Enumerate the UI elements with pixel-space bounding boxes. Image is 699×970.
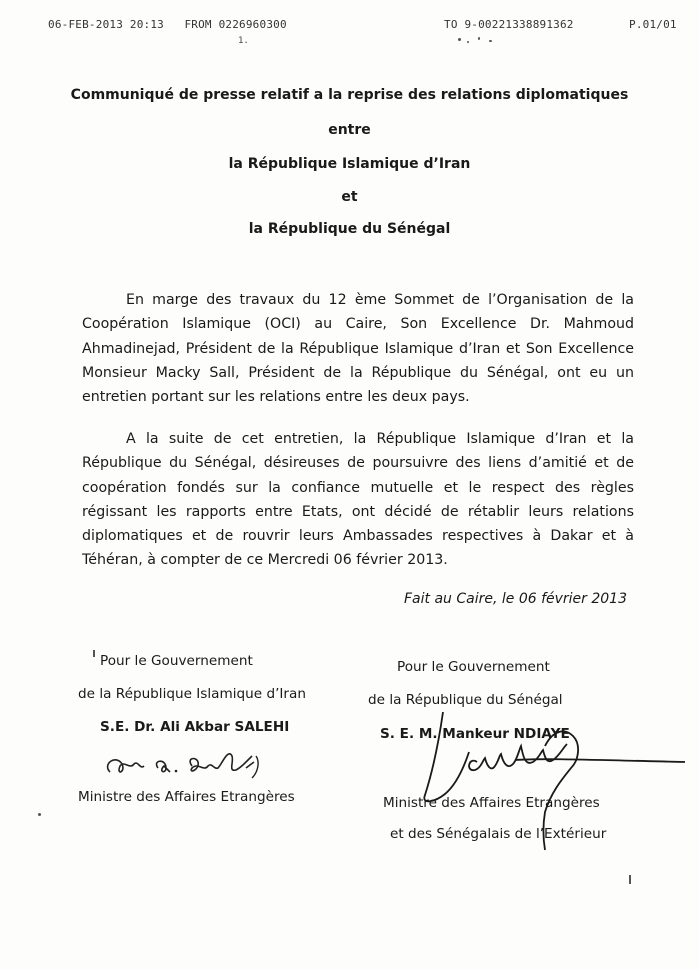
heading-line-3: la République Islamique d’Iran — [228, 156, 471, 172]
body-paragraph-1: En marge des travaux du 12 ème Sommet de l’Organisation de la Coopération Islamique (OCI) au Caire, Son Excellence Dr. Mahmoud Ahmadinejad, Président de la République Islamique d’Iran et Son Excellence Monsieur Macky Sall, Président de la République du Sénégal, ont eu un entretien portant sur les relations entre les deux pays. — [82, 292, 634, 406]
iran-for-government: Pour le Gouvernement — [100, 653, 253, 669]
iran-signatory-name: S.E. Dr. Ali Akbar SALEHI — [100, 719, 290, 735]
fax-page: P.01/01 — [629, 18, 677, 31]
iran-signature — [100, 742, 300, 792]
senegal-signatory-name: S. E. M. Mankeur NDIAYE — [380, 726, 570, 742]
place-date: Fait au Caire, le 06 février 2013 — [403, 591, 627, 607]
heading-line-1: Communiqué de presse relatif a la reprise des relations diplomatiques — [70, 87, 629, 103]
fax-from: FROM 0226960300 — [184, 18, 287, 31]
scan-speck — [458, 38, 461, 41]
fax-date-time-text: 06-FEB-2013 20:13 — [48, 18, 164, 31]
heading-line-5: la République du Sénégal — [248, 221, 451, 237]
senegal-country: de la République du Sénégal — [368, 692, 563, 708]
senegal-for-government: Pour le Gouvernement — [397, 659, 550, 675]
fax-date-time — [48, 18, 287, 31]
body-paragraph-2: A la suite de cet entretien, la République Islamique d’Iran et la République du Sénégal, désireuses de poursuivre des liens d’amitié et de coopération fondés sur la confiance mutuelle et le respect des règles régissant les rapports entre Etats, ont décidé de rétablir leurs relations diplomatiques et de rouvrir leurs Ambassades respectives à Dakar et à Téhéran, à compter de ce Mercredi 06 février 2013. — [82, 431, 634, 569]
scan-speck — [93, 650, 95, 657]
scan-speck — [489, 40, 492, 42]
scan-speck — [467, 41, 469, 43]
fax-to: TO 9-00221338891362 — [444, 18, 574, 31]
heading-line-4: et — [341, 189, 358, 205]
senegal-signatory-title-1: Ministre des Affaires Etrangères — [383, 795, 600, 811]
fax-mark: 1. — [238, 36, 249, 46]
scan-speck — [38, 813, 41, 816]
scan-speck — [478, 37, 480, 40]
senegal-signatory-title-2: et des Sénégalais de l’Extérieur — [390, 826, 607, 842]
heading-line-2: entre — [328, 122, 371, 138]
iran-country: de la République Islamique d’Iran — [78, 686, 306, 702]
iran-signatory-title: Ministre des Affaires Etrangères — [78, 789, 295, 805]
scan-speck — [629, 875, 631, 884]
